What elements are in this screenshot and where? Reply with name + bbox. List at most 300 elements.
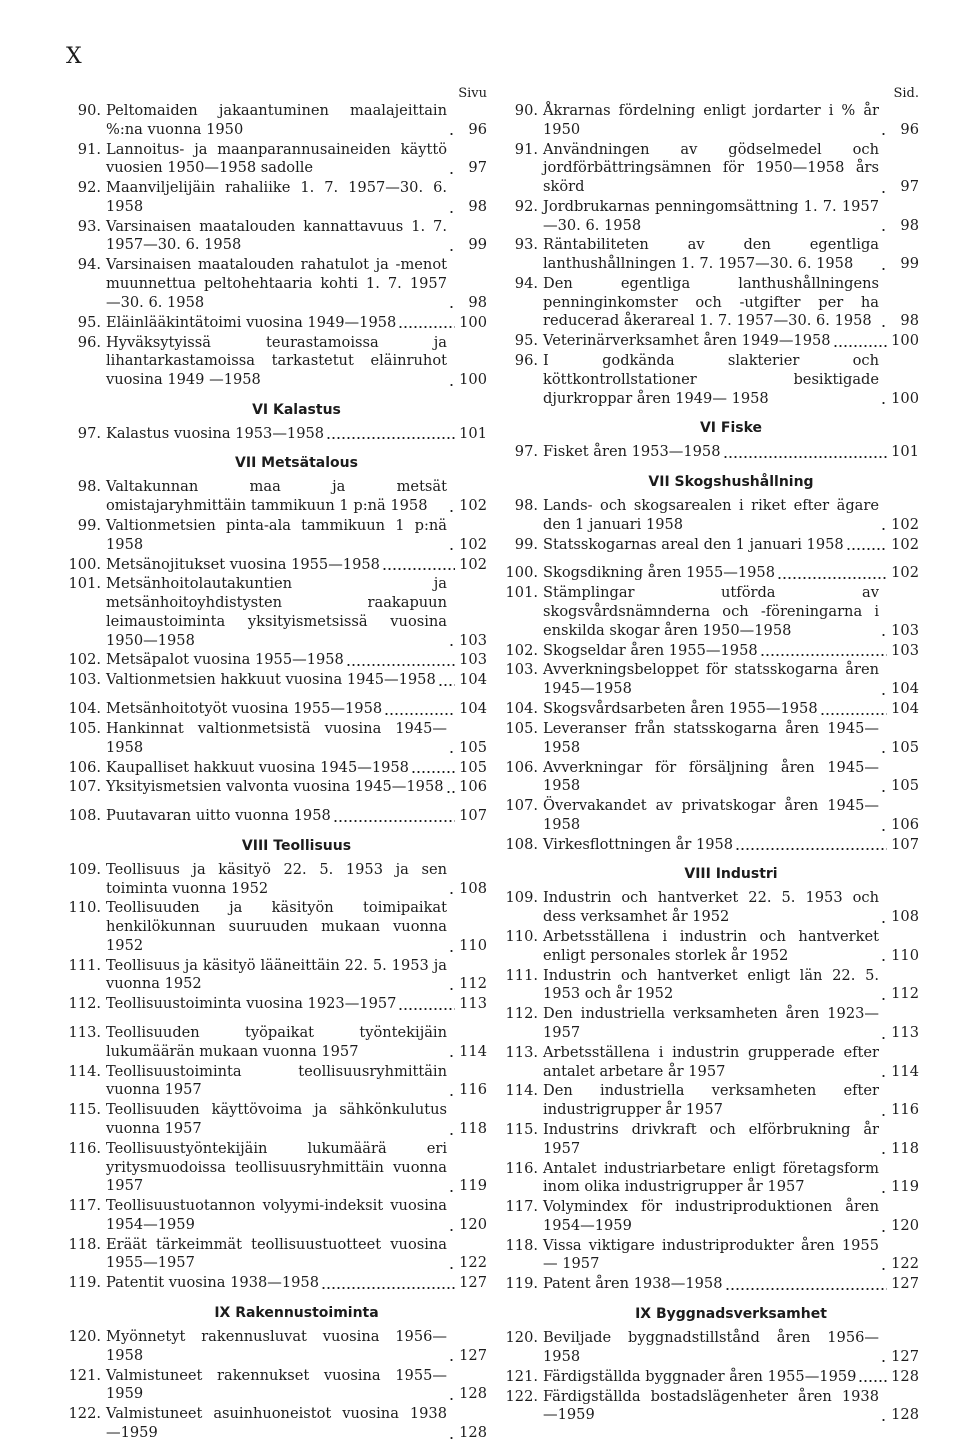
entry-number: 91. <box>514 140 538 158</box>
entry-number: 105. <box>505 719 538 737</box>
section-heading: VII Metsätalous <box>235 455 358 472</box>
toc-entry <box>503 1082 919 1119</box>
toc-entry <box>503 797 919 834</box>
toc-entry <box>66 575 487 650</box>
entry-number: 98. <box>77 478 101 496</box>
entry-number: 90. <box>77 102 101 119</box>
entry-number: 118. <box>68 1235 101 1253</box>
entry-title: Industrin och hantverket enligt län 22. 5. 1953 och år 1952 <box>543 966 879 1003</box>
entry-title: Lannoitus- ja maanparannusaineiden käyttö vuosien 1950—1958 sadolle <box>106 140 447 177</box>
toc-entry <box>66 314 487 333</box>
entry-title: Valmistuneet rakennukset vuosina 1955—1959 <box>106 1366 447 1403</box>
entry-page-number: 118 <box>891 1139 919 1157</box>
entry-page-number: 104 <box>891 680 919 698</box>
dot-leader <box>333 808 455 823</box>
entry-page-number: 98 <box>468 293 487 311</box>
entry-body <box>543 642 919 661</box>
entry-number: 121. <box>505 1367 538 1385</box>
entry-body <box>106 700 487 719</box>
entry-number: 92. <box>77 179 101 197</box>
toc-entry <box>66 102 487 139</box>
entry-title: Den industriella verksamheten efter industrigrupper år 1957 <box>543 1082 879 1119</box>
dot-leader <box>881 179 887 194</box>
page-column-label: Sivu <box>458 86 487 101</box>
dot-leader <box>449 880 455 895</box>
dot-leader <box>881 516 887 531</box>
entry-page-number: 103 <box>459 631 487 649</box>
toc-entry <box>503 352 919 408</box>
entry-body <box>106 517 487 554</box>
entry-number: 109. <box>505 889 538 907</box>
entry-number: 98. <box>514 497 538 515</box>
entry-body <box>106 314 487 333</box>
entry-number: 93. <box>77 217 101 235</box>
entry-body <box>543 198 919 235</box>
entry-body <box>543 967 919 1004</box>
entry-page-number: 98 <box>900 216 919 234</box>
entry-body <box>106 957 487 994</box>
dot-leader <box>449 1255 455 1270</box>
toc-entry <box>503 102 919 139</box>
toc-entry <box>503 720 919 757</box>
toc-column-finnish <box>66 86 487 1444</box>
toc-entry <box>503 967 919 1004</box>
entry-title: Industrins drivkraft och elförbrukning år 1957 <box>543 1120 879 1157</box>
dot-leader <box>449 632 455 647</box>
entry-page-number: 100 <box>891 389 919 407</box>
dot-leader <box>449 1217 455 1232</box>
entry-number: 110. <box>68 899 101 917</box>
entry-title: Räntabiliteten av den egentliga lanthushållningen 1. 7. 1957—30. 6. 1958 <box>543 236 879 273</box>
toc-entry <box>66 425 487 444</box>
entry-title: Vissa viktigare industriprodukter åren 1955— 1957 <box>543 1236 879 1273</box>
entry-body <box>106 425 487 444</box>
entry-page-number: 100 <box>459 313 487 331</box>
dot-leader <box>881 390 887 405</box>
entry-page-number: 107 <box>459 807 487 825</box>
dot-leader <box>881 1063 887 1078</box>
entry-number: 96. <box>77 333 101 351</box>
entry-page-number: 116 <box>459 1081 487 1099</box>
entry-body <box>106 899 487 955</box>
toc-entry <box>503 1198 919 1235</box>
entry-page-number: 127 <box>891 1275 919 1293</box>
toc-entry <box>503 1388 919 1425</box>
entry-title: Åkrarnas fördelning enligt jordarter i % år 1950 <box>543 102 879 138</box>
entry-number: 121. <box>68 1366 101 1384</box>
entry-number: 90. <box>514 102 538 119</box>
toc-entry <box>66 1024 487 1061</box>
toc-entry <box>503 1160 919 1197</box>
entry-number: 120. <box>68 1327 101 1345</box>
dot-leader <box>881 217 887 232</box>
entry-title: Skogseldar åren 1955—1958 <box>543 641 758 659</box>
entry-number: 101. <box>68 575 101 593</box>
entry-title: Den industriella verksamheten åren 1923— 1957 <box>543 1005 879 1041</box>
entry-body <box>543 564 919 583</box>
entry-title: Metsänhoitolautakuntien ja metsänhoitoyhdistysten raakapuun leimaustoiminta yksityismetsissä vuosina 1950—1958 <box>106 575 447 649</box>
entry-page-number: 104 <box>459 671 487 689</box>
entry-title: Avverkningsbeloppet för statsskogarna åren 1945—1958 <box>543 661 879 698</box>
toc-entry <box>503 1275 919 1294</box>
dot-leader <box>881 1102 887 1117</box>
entry-body <box>106 1328 487 1365</box>
entry-title: Kaupalliset hakkuut vuosina 1945—1958 <box>106 758 409 776</box>
entry-body <box>106 1367 487 1404</box>
entry-number: 113. <box>505 1043 538 1061</box>
dot-leader <box>881 1218 887 1233</box>
toc-entry <box>66 1236 487 1273</box>
entry-page-number: 105 <box>891 777 919 795</box>
toc-entry <box>503 642 919 661</box>
entry-number: 93. <box>514 236 538 254</box>
entry-body <box>106 334 487 390</box>
toc-column-swedish <box>503 86 919 1426</box>
entry-page-number: 99 <box>468 236 487 254</box>
toc-entry <box>66 478 487 515</box>
entry-page-number: 116 <box>891 1101 919 1119</box>
entry-page-number: 118 <box>459 1119 487 1137</box>
entry-body <box>106 1101 487 1138</box>
dot-leader <box>881 909 887 924</box>
entry-number: 91. <box>77 140 101 158</box>
entry-title: Färdigställda byggnader åren 1955—1959 <box>543 1367 857 1385</box>
entry-number: 94. <box>77 256 101 274</box>
entry-title: Arbetsställena i industrin grupperade efter antalet arbetare år 1957 <box>543 1043 879 1080</box>
toc-entry <box>503 497 919 534</box>
entry-title: Teollisuuden ja käsityön toimipaikat henkilökunnan suuruuden mukaan vuonna 1952 <box>106 899 447 954</box>
entry-number: 103. <box>505 661 538 679</box>
dot-leader <box>382 556 455 571</box>
entry-title: Puutavaran uitto vuonna 1958 <box>106 807 331 825</box>
entry-body <box>106 478 487 515</box>
toc-entry <box>66 861 487 898</box>
entry-page-number: 127 <box>891 1347 919 1365</box>
entry-number: 103. <box>68 671 101 689</box>
toc-entry <box>503 1329 919 1366</box>
dot-leader <box>881 1179 887 1194</box>
entry-page-number: 114 <box>891 1062 919 1080</box>
toc-entry <box>66 899 487 955</box>
entry-number: 111. <box>68 956 101 974</box>
entry-page-number: 119 <box>891 1178 919 1196</box>
entry-title: Användningen av gödselmedel och jordförbättringsämnen för 1950—1958 års skörd <box>543 140 879 195</box>
dot-leader <box>449 1347 455 1362</box>
entry-page-number: 99 <box>900 255 919 273</box>
entry-page-number: 103 <box>459 651 487 669</box>
entry-body <box>543 1388 919 1425</box>
entry-number: 99. <box>77 516 101 534</box>
entry-title: Skogsdikning åren 1955—1958 <box>543 564 775 582</box>
toc-entry <box>503 1368 919 1387</box>
dot-leader <box>326 425 455 440</box>
entry-title: Valtionmetsien pinta-ala tammikuun 1 p:nä 1958 <box>106 516 447 553</box>
dot-leader <box>449 372 455 387</box>
entry-body <box>106 1236 487 1273</box>
toc-entry <box>66 1197 487 1234</box>
toc-entry <box>503 275 919 331</box>
entry-body <box>543 797 919 834</box>
dot-leader <box>346 652 455 667</box>
entry-title: Teollisuuden työpaikat työntekijäin lukumäärän mukaan vuonna 1957 <box>106 1024 447 1060</box>
entry-number: 112. <box>68 995 101 1013</box>
toc-entry <box>66 995 487 1014</box>
entry-title: Avverkningar för försäljning åren 1945—1958 <box>543 758 879 795</box>
entry-number: 108. <box>505 835 538 853</box>
entry-body <box>543 1275 919 1294</box>
section-heading: IX Byggnadsverksamhet <box>635 1306 827 1323</box>
dot-leader <box>446 779 455 794</box>
toc-entry <box>66 1140 487 1196</box>
toc-entry <box>503 661 919 698</box>
toc-entry <box>66 218 487 255</box>
entry-body <box>106 1024 487 1061</box>
entry-page-number: 112 <box>459 975 487 993</box>
dot-leader <box>449 1386 455 1401</box>
entry-number: 115. <box>505 1120 538 1138</box>
entry-page-number: 110 <box>459 936 487 954</box>
dot-leader <box>881 1407 887 1422</box>
toc-entry <box>503 759 919 796</box>
toc-entry <box>503 141 919 197</box>
entry-body <box>543 1198 919 1235</box>
dot-leader <box>777 565 887 580</box>
entry-body <box>543 584 919 640</box>
toc-entry <box>66 256 487 312</box>
entry-number: 107. <box>68 778 101 796</box>
entry-page-number: 112 <box>891 985 919 1003</box>
entry-page-number: 107 <box>891 835 919 853</box>
entry-page-number: 102 <box>891 515 919 533</box>
dot-leader <box>449 1043 455 1058</box>
dot-leader <box>384 701 455 716</box>
entry-page-number: 96 <box>900 120 919 138</box>
entry-body <box>106 1063 487 1100</box>
page-column-label: Sid. <box>893 86 919 101</box>
dot-leader <box>881 1025 887 1040</box>
entry-title: Arbetsställena i industrin och hantverket enligt personales storlek år 1952 <box>543 928 879 964</box>
entry-page-number: 120 <box>891 1216 919 1234</box>
dot-leader <box>449 938 455 953</box>
entry-body <box>106 102 487 139</box>
toc-entry <box>66 517 487 554</box>
dot-leader <box>881 256 887 271</box>
entry-number: 104. <box>68 700 101 718</box>
entry-number: 102. <box>505 641 538 659</box>
toc-entry <box>66 957 487 994</box>
toc-entry <box>66 700 487 719</box>
dot-leader <box>449 121 455 136</box>
toc-entry <box>66 334 487 390</box>
dot-leader <box>411 759 455 774</box>
dot-leader <box>881 1256 887 1271</box>
entry-page-number: 106 <box>459 778 487 796</box>
dot-leader <box>449 1082 455 1097</box>
entry-body <box>106 671 487 690</box>
entry-page-number: 102 <box>459 497 487 515</box>
section-heading: VI Fiske <box>699 420 763 437</box>
dot-leader <box>321 1275 455 1290</box>
entry-title: Varsinaisen maatalouden rahatulot ja -menot muunnettua peltohehtaaria kohti 1. 7. 1957 —30. 6. 1958 <box>106 256 447 311</box>
entry-body <box>106 256 487 312</box>
entry-number: 106. <box>505 758 538 776</box>
entry-title: Metsänojitukset vuosina 1955—1958 <box>106 555 380 573</box>
entry-number: 97. <box>514 443 538 461</box>
entry-number: 116. <box>68 1139 101 1157</box>
entry-page-number: 100 <box>459 370 487 388</box>
entry-body <box>543 889 919 926</box>
entry-page-number: 110 <box>891 946 919 964</box>
toc-entry <box>66 778 487 797</box>
section-heading: VII Skogshushållning <box>648 474 814 491</box>
dot-leader <box>881 817 887 832</box>
dot-leader <box>398 996 455 1011</box>
dot-leader <box>846 536 887 551</box>
entry-page-number: 101 <box>459 424 487 442</box>
entry-number: 113. <box>68 1024 101 1042</box>
entry-title: Valmistuneet asuinhuoneistot vuosina 1938 —1959 <box>106 1405 447 1441</box>
entry-title: Stämplingar utförda av skogsvårdsnämnderna och -föreningarna i enskilda skogar åren 1950—1958 <box>543 584 879 639</box>
entry-body <box>106 575 487 650</box>
entry-body <box>543 536 919 555</box>
dot-leader <box>449 536 455 551</box>
entry-title: Eläinlääkintätoimi vuosina 1949—1958 <box>106 313 397 331</box>
entry-body <box>106 1140 487 1196</box>
entry-number: 110. <box>505 928 538 946</box>
dot-leader <box>398 314 455 329</box>
dot-leader <box>449 237 455 252</box>
entry-body <box>543 700 919 719</box>
toc-entry <box>503 236 919 273</box>
section-heading: IX Rakennustoiminta <box>214 1304 379 1321</box>
entry-number: 99. <box>514 535 538 553</box>
entry-number: 100. <box>505 564 538 582</box>
entry-title: Kalastus vuosina 1953—1958 <box>106 424 325 442</box>
entry-body <box>543 1329 919 1366</box>
entry-body <box>543 661 919 698</box>
entry-body <box>106 179 487 216</box>
toc-entry <box>66 720 487 757</box>
dot-leader <box>881 313 887 328</box>
entry-number: 100. <box>68 555 101 573</box>
toc-entry <box>66 141 487 178</box>
toc-entry <box>503 928 919 965</box>
entry-body <box>543 1082 919 1119</box>
entry-page-number: 113 <box>891 1023 919 1041</box>
toc-entry <box>66 1367 487 1404</box>
dot-leader <box>723 444 888 459</box>
entry-body <box>106 995 487 1014</box>
entry-title: Skogsvårdsarbeten åren 1955—1958 <box>543 700 818 718</box>
entry-page-number: 104 <box>459 700 487 718</box>
entry-number: 107. <box>505 797 538 815</box>
dot-leader <box>881 986 887 1001</box>
entry-number: 115. <box>68 1101 101 1119</box>
entry-page-number: 128 <box>891 1367 919 1385</box>
entry-number: 97. <box>77 424 101 442</box>
entry-number: 114. <box>505 1082 538 1100</box>
entry-page-number: 102 <box>891 564 919 582</box>
entry-title: Leveranser från statsskogarna åren 1945— 1958 <box>543 719 879 756</box>
toc-entry <box>66 807 487 826</box>
entry-number: 94. <box>514 275 538 293</box>
entry-body <box>106 141 487 178</box>
entry-page-number: 122 <box>459 1254 487 1272</box>
toc-entry <box>66 556 487 575</box>
entry-number: 116. <box>505 1159 538 1177</box>
entry-body <box>543 1005 919 1042</box>
toc-entry <box>503 564 919 583</box>
entry-body <box>543 836 919 855</box>
entry-title: Maanviljelijäin rahaliike 1. 7. 1957—30. 6. 1958 <box>106 179 447 215</box>
entry-title: Valtakunnan maa ja metsät omistajaryhmittäin tammikuun 1 p:nä 1958 <box>106 478 447 515</box>
entry-title: Teollisuustoiminta vuosina 1923—1957 <box>106 995 397 1013</box>
entry-title: Industrin och hantverket 22. 5. 1953 och dess verksamhet år 1952 <box>543 889 879 926</box>
entry-title: Färdigställda bostadslägenheter åren 1938 —1959 <box>543 1387 879 1424</box>
toc-entry <box>66 1063 487 1100</box>
entry-title: I godkända slakterier och köttkontrollstationer besiktigade djurkroppar åren 1949— 1958 <box>543 352 879 407</box>
entry-page-number: 105 <box>459 738 487 756</box>
entry-page-number: 97 <box>468 159 487 177</box>
entry-body <box>543 928 919 965</box>
entry-title: Den egentliga lanthushållningens penninginkomster och -utgifter per ha reducerad åkerareal 1. 7. 1957—30. 6. 1958 <box>543 275 879 330</box>
toc-entry <box>503 1121 919 1158</box>
entry-page-number: 97 <box>900 178 919 195</box>
dot-leader <box>449 1425 455 1440</box>
entry-title: Yksityismetsien valvonta vuosina 1945—1958 <box>106 778 444 796</box>
dot-leader <box>449 739 455 754</box>
toc-entry <box>503 443 919 462</box>
entry-body <box>543 352 919 408</box>
entry-page-number: 105 <box>891 738 919 756</box>
dot-leader <box>881 778 887 793</box>
entry-number: 111. <box>505 966 538 984</box>
entry-number: 120. <box>505 1329 538 1347</box>
entry-number: 108. <box>68 807 101 825</box>
entry-title: Veterinärverksamhet åren 1949—1958 <box>543 332 831 350</box>
toc-entry <box>66 1274 487 1293</box>
entry-page-number: 128 <box>459 1385 487 1403</box>
entry-number: 95. <box>514 332 538 350</box>
entry-page-number: 128 <box>459 1423 487 1441</box>
entry-number: 101. <box>505 584 538 602</box>
entry-title: Eräät tärkeimmät teollisuustuotteet vuosina 1955—1957 <box>106 1235 447 1272</box>
toc-entry <box>503 536 919 555</box>
dot-leader <box>881 622 887 637</box>
entry-body <box>543 759 919 796</box>
toc-entry <box>66 1328 487 1365</box>
dot-leader <box>881 1140 887 1155</box>
toc-entry <box>503 836 919 855</box>
entry-page-number: 105 <box>459 758 487 776</box>
entry-body <box>543 332 919 351</box>
entry-title: Beviljade byggnadstillstånd åren 1956—1958 <box>543 1329 879 1365</box>
entry-title: Myönnetyt rakennusluvat vuosina 1956—1958 <box>106 1327 447 1364</box>
entry-page-number: 98 <box>468 197 487 215</box>
entry-title: Lands- och skogsarealen i riket efter ägare den 1 januari 1958 <box>543 497 879 533</box>
entry-body <box>543 497 919 534</box>
entry-page-number: 108 <box>459 879 487 897</box>
dot-leader <box>449 498 455 513</box>
entry-page-number: 127 <box>459 1346 487 1364</box>
entry-title: Teollisuus ja käsityö 22. 5. 1953 ja sen toiminta vuonna 1952 <box>106 860 447 897</box>
toc-entry <box>503 1237 919 1274</box>
entry-body <box>106 807 487 826</box>
entry-title: Peltomaiden jakaantuminen maalajeittain %:na vuonna 1950 <box>106 102 447 138</box>
dot-leader <box>881 739 887 754</box>
entry-title: Teollisuuden käyttövoima ja sähkönkulutus vuonna 1957 <box>106 1101 447 1137</box>
entry-body <box>543 443 919 462</box>
